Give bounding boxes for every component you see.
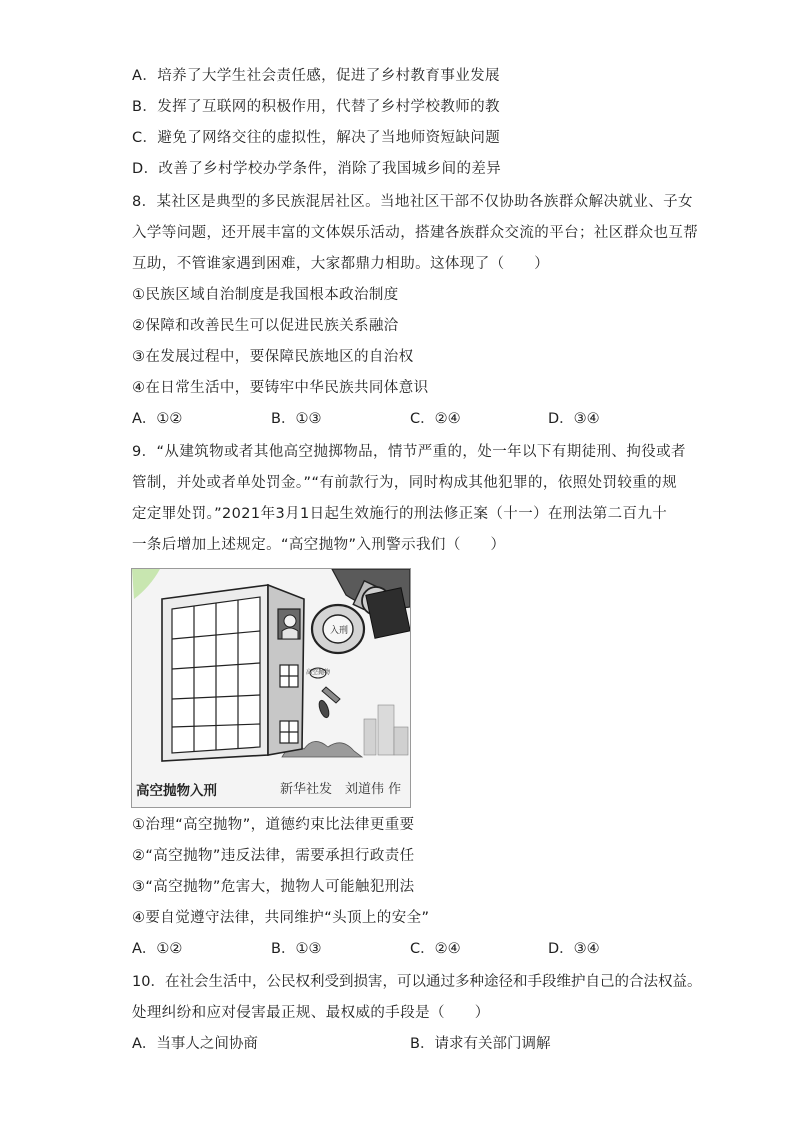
q9-option-b: B．①③ (271, 941, 322, 957)
q10-option-b: B．请求有关部门调解 (410, 1036, 551, 1052)
figure-credit: 新华社发 刘道伟 作 (280, 782, 402, 797)
figure-caption: 高空抛物入刑 (136, 783, 217, 799)
cartoon-cuff-label: 入刑 (330, 626, 349, 636)
q8-option-c: C．②④ (410, 411, 461, 427)
q9-statement-3: ③“高空抛物”危害大，抛物人可能触犯刑法 (132, 879, 415, 895)
q8-option-a: A．①② (132, 411, 183, 427)
cartoon-illustration (132, 569, 410, 769)
q8-option-d: D．③④ (548, 411, 600, 427)
q7-option-b: B．发挥了互联网的积极作用，代替了乡村学校教师的教 (132, 99, 500, 115)
q9-option-a: A．①② (132, 941, 183, 957)
q9-stem-line1: 9．“从建筑物或者其他高空抛掷物品，情节严重的，处一年以下有期徒刑、拘役或者 (132, 444, 686, 460)
q9-option-c: C．②④ (410, 941, 461, 957)
q10-stem-line1: 10．在社会生活中，公民权利受到损害，可以通过多种途径和手段维护自己的合法权益。 (132, 974, 702, 990)
q8-stem-line1: 8．某社区是典型的多民族混居社区。当地社区干部不仅协助各族群众解决就业、子女 (132, 194, 693, 210)
q10-option-a: A．当事人之间协商 (132, 1036, 258, 1052)
q7-option-a: A．培养了大学生社会责任感，促进了乡村教育事业发展 (132, 68, 500, 84)
q9-stem-line3: 定定罪处罚。”2021年3月1日起生效施行的刑法修正案（十一）在刑法第二百九十 (132, 506, 668, 522)
q8-stem-line2: 入学等问题，还开展丰富的文体娱乐活动，搭建各族群众交流的平台；社区群众也互帮 (132, 225, 699, 241)
q7-option-d: D．改善了乡村学校办学条件，消除了我国城乡间的差异 (132, 161, 502, 177)
q8-statement-1: ①民族区域自治制度是我国根本政治制度 (132, 287, 399, 303)
q8-statement-2: ②保障和改善民生可以促进民族关系融洽 (132, 318, 399, 334)
q9-statement-1: ①治理“高空抛物”，道德约束比法律更重要 (132, 817, 415, 833)
q9-stem-line2: 管制，并处或者单处罚金。”“有前款行为，同时构成其他犯罪的，依照处罚较重的规 (132, 475, 677, 491)
cartoon-tag-label: 高空抛物 (306, 669, 331, 676)
q8-option-b: B．①③ (271, 411, 322, 427)
q9-statement-4: ④要自觉遵守法律，共同维护“头顶上的安全” (132, 910, 430, 926)
cartoon-figure (131, 568, 411, 808)
q9-stem-line4: 一条后增加上述规定。“高空抛物”入刑警示我们（ ） (132, 537, 506, 553)
q8-statement-4: ④在日常生活中，要铸牢中华民族共同体意识 (132, 380, 429, 396)
q9-option-d: D．③④ (548, 941, 600, 957)
q7-option-c: C．避免了网络交往的虚拟性，解决了当地师资短缺问题 (132, 130, 501, 146)
q9-statement-2: ②“高空抛物”违反法律，需要承担行政责任 (132, 848, 415, 864)
q8-stem-line3: 互助，不管谁家遇到困难，大家都鼎力相助。这体现了（ ） (132, 256, 550, 272)
q10-stem-line2: 处理纠纷和应对侵害最正规、最权威的手段是（ ） (132, 1005, 490, 1021)
q8-statement-3: ③在发展过程中，要保障民族地区的自治权 (132, 349, 414, 365)
